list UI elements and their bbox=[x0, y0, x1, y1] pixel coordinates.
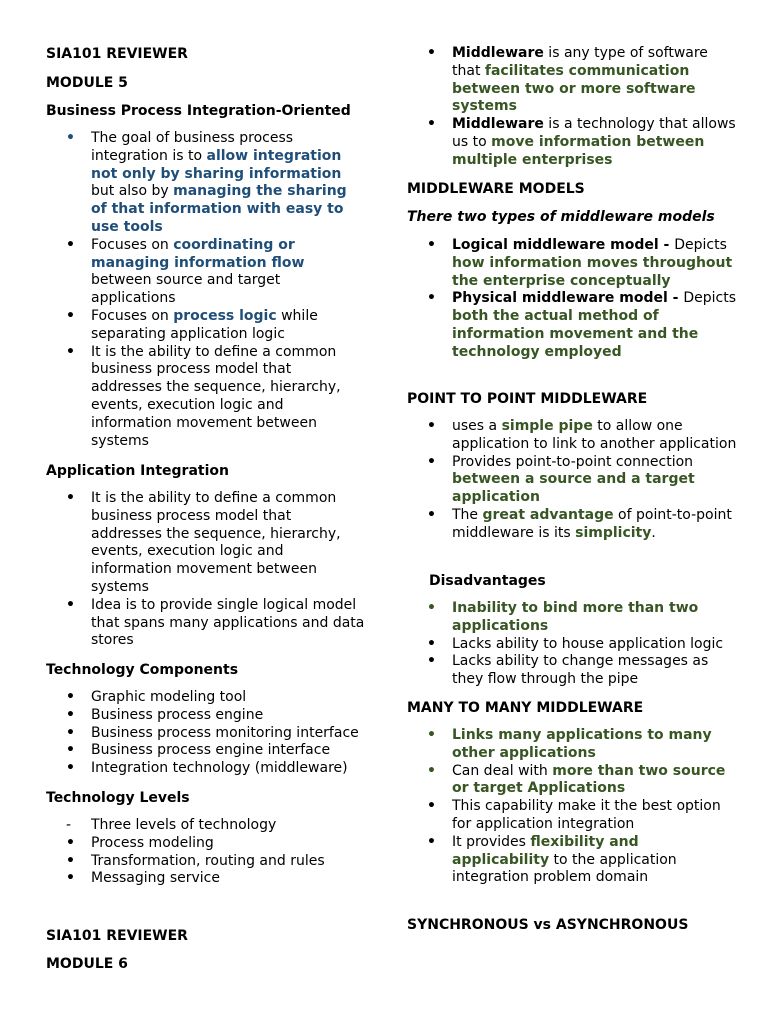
models-heading: MIDDLEWARE MODELS bbox=[407, 181, 585, 197]
list-item-text: The bbox=[452, 506, 483, 523]
list-item bbox=[46, 870, 366, 888]
list-item-text: simplicity bbox=[575, 524, 652, 541]
list-item bbox=[407, 763, 737, 799]
bullet-marker: • bbox=[427, 290, 436, 307]
list-item-text: Can deal with bbox=[452, 762, 553, 779]
list-item-text: Integration technology (middleware) bbox=[91, 760, 348, 777]
list-item bbox=[407, 116, 737, 169]
bullet-marker: • bbox=[427, 653, 436, 670]
list-item-text: Lacks ability to change messages as they flow through the pipe bbox=[452, 653, 709, 688]
list-item-text: simple pipe bbox=[501, 418, 593, 434]
list-item bbox=[46, 742, 366, 760]
list-item-text: . bbox=[651, 524, 656, 541]
list-item-text: Lacks ability to house application logic bbox=[452, 635, 724, 652]
bullet-marker: • bbox=[66, 706, 75, 723]
bullet-marker: • bbox=[427, 635, 436, 652]
list-item-text: great advantage bbox=[482, 506, 614, 523]
list-item-text: between a source and a target application bbox=[452, 471, 695, 506]
list-item-text: The goal of business process integration is to bbox=[91, 130, 294, 164]
bullet-marker: • bbox=[427, 116, 436, 133]
tl-list bbox=[46, 817, 366, 888]
list-item bbox=[46, 597, 366, 650]
list-item-text: is any type of software that bbox=[452, 45, 708, 79]
list-item bbox=[407, 290, 737, 361]
list-item-text: Middleware bbox=[452, 45, 544, 61]
m2m-heading: MANY TO MANY MIDDLEWARE bbox=[407, 700, 644, 716]
bullet-marker: • bbox=[427, 237, 436, 253]
list-item-text: flexibility and applicability bbox=[452, 833, 639, 868]
ai-heading: Application Integration bbox=[46, 463, 229, 479]
list-item bbox=[407, 237, 737, 290]
bullet-marker: • bbox=[66, 742, 75, 759]
bullet-marker: • bbox=[427, 506, 436, 523]
middleware-list bbox=[407, 45, 737, 170]
bullet-marker: • bbox=[66, 490, 75, 506]
list-item-text: but also by bbox=[91, 183, 174, 200]
list-item-text: Messaging service bbox=[91, 870, 220, 887]
list-item bbox=[407, 507, 737, 543]
list-item-text: process logic bbox=[173, 307, 277, 324]
bullet-marker: • bbox=[427, 727, 436, 743]
list-item-text: Graphic modeling tool bbox=[91, 689, 247, 705]
bullet-marker: • bbox=[66, 724, 75, 741]
document-title-2: SIA101 REVIEWER bbox=[46, 928, 188, 944]
module-6-label: MODULE 6 bbox=[46, 956, 128, 972]
list-item bbox=[46, 707, 366, 725]
list-item-text: Middleware bbox=[452, 116, 544, 133]
models-list bbox=[407, 237, 737, 362]
bullet-marker: • bbox=[427, 418, 436, 434]
list-item bbox=[407, 454, 737, 507]
list-item-text: Three levels of technology bbox=[91, 817, 277, 833]
list-item-text: It provides bbox=[452, 833, 531, 850]
ai-list bbox=[46, 490, 366, 650]
bullet-marker: • bbox=[427, 833, 436, 850]
bullet-marker: • bbox=[66, 307, 75, 324]
list-item-text: Links many applications to many other applications bbox=[452, 727, 712, 761]
list-item bbox=[46, 835, 366, 853]
tc-heading: Technology Components bbox=[46, 662, 239, 678]
list-item-text: to allow one application to link to another application bbox=[452, 418, 737, 452]
list-item bbox=[46, 853, 366, 871]
list-item-text: both the actual method of information movement and the technology employed bbox=[452, 308, 699, 360]
bullet-marker: • bbox=[66, 130, 75, 146]
list-item bbox=[407, 727, 737, 763]
bullet-marker: • bbox=[66, 596, 75, 613]
list-item-text: Transformation, routing and rules bbox=[91, 852, 325, 869]
sync-heading: SYNCHRONOUS vs ASYNCHRONOUS bbox=[407, 917, 689, 933]
bullet-marker: • bbox=[427, 762, 436, 779]
list-item-text: to the application integration problem domain bbox=[452, 851, 677, 886]
list-item-text: managing the sharing of that information with easy to use tools bbox=[91, 183, 347, 235]
tl-heading: Technology Levels bbox=[46, 790, 190, 806]
document-title: SIA101 REVIEWER bbox=[46, 46, 188, 62]
list-item bbox=[46, 344, 366, 451]
tc-list bbox=[46, 689, 366, 778]
list-item bbox=[46, 725, 366, 743]
p2p-heading: POINT TO POINT MIDDLEWARE bbox=[407, 391, 648, 407]
list-item bbox=[407, 798, 737, 834]
list-item bbox=[46, 760, 366, 778]
list-item-text: more than two source or target Applications bbox=[452, 762, 726, 797]
list-item-text: Depicts bbox=[674, 237, 727, 253]
list-item bbox=[407, 834, 737, 887]
list-item bbox=[46, 130, 366, 237]
bullet-marker: • bbox=[427, 45, 436, 61]
list-item-text: Physical middleware model - bbox=[452, 290, 684, 307]
list-item-text: of point-to-point middleware is its bbox=[452, 506, 732, 541]
list-item-text: Business process monitoring interface bbox=[91, 724, 359, 741]
list-item-text: allow integration not only by sharing information bbox=[91, 147, 342, 182]
list-item-text: Provides point-to-point connection bbox=[452, 453, 694, 470]
m2m-list bbox=[407, 727, 737, 887]
bullet-marker: • bbox=[66, 852, 75, 869]
list-item bbox=[407, 600, 737, 636]
list-item-text: It is the ability to define a common business process model that addresses the sequence, hierarchy, events, execution logic and information movement between systems bbox=[91, 343, 341, 449]
list-item-text: facilitates communication between two or more software systems bbox=[452, 62, 696, 115]
list-item-text: Logical middleware model - bbox=[452, 237, 675, 253]
bpi-list bbox=[46, 130, 366, 450]
bullet-marker: • bbox=[427, 600, 436, 616]
list-item-text: Focuses on bbox=[91, 307, 174, 324]
bpi-heading: Business Process Integration-Oriented bbox=[46, 103, 351, 119]
list-item-text: coordinating or managing information flow bbox=[91, 236, 305, 271]
bullet-marker: • bbox=[66, 834, 75, 851]
list-item-text: Depicts bbox=[683, 290, 737, 307]
list-item bbox=[407, 636, 737, 654]
disadvantages-heading: Disadvantages bbox=[429, 573, 546, 589]
list-item bbox=[46, 490, 366, 597]
bullet-marker: • bbox=[427, 453, 436, 470]
list-item bbox=[46, 817, 366, 835]
list-item-text: between source and target applications bbox=[91, 272, 281, 307]
module-5-label: MODULE 5 bbox=[46, 75, 128, 91]
disadvantages-list bbox=[407, 600, 737, 689]
list-item bbox=[407, 418, 737, 454]
list-item bbox=[46, 689, 366, 707]
list-item-text: how information moves throughout the enterprise conceptually bbox=[452, 254, 733, 289]
list-item-text: move information between multiple enterprises bbox=[452, 133, 705, 168]
list-item bbox=[407, 653, 737, 689]
bullet-marker: • bbox=[427, 798, 436, 815]
list-item-text: while separating application logic bbox=[91, 307, 318, 342]
list-item bbox=[46, 237, 366, 308]
list-item-text: Focuses on bbox=[91, 236, 174, 253]
bullet-marker: • bbox=[66, 236, 75, 253]
list-item-text: uses a bbox=[452, 418, 502, 434]
bullet-marker: • bbox=[66, 870, 75, 887]
bullet-marker: • bbox=[66, 689, 75, 705]
list-item-text: is a technology that allows us to bbox=[452, 116, 736, 150]
list-item-text: Process modeling bbox=[91, 834, 214, 851]
list-item-text: Business process engine bbox=[91, 706, 264, 723]
p2p-list bbox=[407, 418, 737, 543]
models-subheading: There two types of middleware models bbox=[407, 209, 715, 225]
bullet-marker: • bbox=[66, 343, 75, 360]
list-item-text: Business process engine interface bbox=[91, 742, 331, 759]
list-item-text: Inability to bind more than two applications bbox=[452, 600, 699, 634]
list-item-text: It is the ability to define a common business process model that addresses the sequence, hierarchy, events, execution logic and information movement between systems bbox=[91, 490, 341, 595]
list-item bbox=[46, 308, 366, 344]
list-item bbox=[407, 45, 737, 116]
bullet-marker: • bbox=[66, 760, 75, 777]
list-item-text: Idea is to provide single logical model that spans many applications and data stores bbox=[91, 596, 365, 649]
bullet-marker: - bbox=[66, 817, 72, 833]
list-item-text: This capability make it the best option for application integration bbox=[452, 798, 721, 832]
